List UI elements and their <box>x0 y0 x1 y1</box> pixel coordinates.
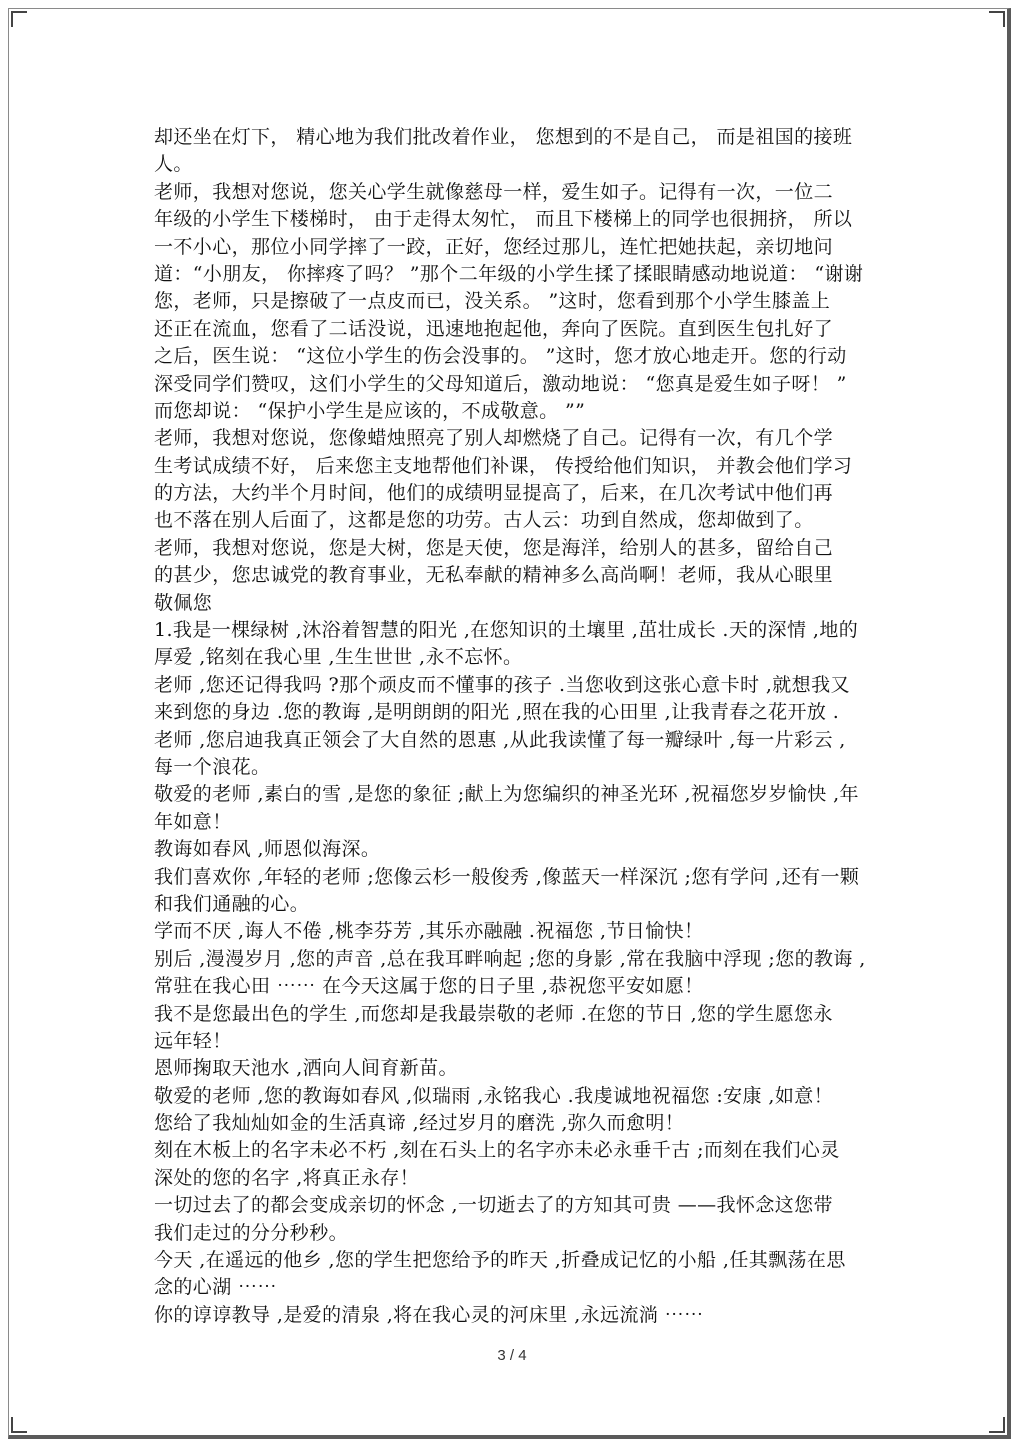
text-line: 敬佩您 <box>154 591 213 614</box>
text-line: 您给了我灿灿如金的生活真谛 ,经过岁月的磨洗 ,弥久而愈明！ <box>154 1112 685 1135</box>
text-line: 老师，我想对您说，您像蜡烛照亮了别人却燃烧了自己。记得有一次，有几个学 <box>154 427 834 450</box>
text-line: 的甚少，您忠诚党的教育事业，无私奉献的精神多么高尚啊！老师，我从心眼里 <box>154 564 834 587</box>
text-line: 而您却说： “保护小学生是应该的，不成敬意。 ”” <box>154 399 586 422</box>
text-line: 念的心湖 ⋯⋯ <box>154 1276 277 1299</box>
text-line: 老师，我想对您说，您关心学生就像慈母一样，爱生如子。记得有一次，一位二 <box>154 180 834 203</box>
text-line: 来到您的身边 .您的教诲 ,是明朗朗的阳光 ,照在我的心田里 ,让我青春之花开放 . <box>154 701 840 724</box>
text-line: 和我们通融的心。 <box>154 892 310 915</box>
text-line: 今天 ,在遥远的他乡 ,您的学生把您给予的昨天 ,折叠成记忆的小船 ,任其飘荡在思 <box>154 1249 846 1272</box>
text-line: 老师，我想对您说，您是大树，您是天使，您是海洋，给别人的甚多，留给自己 <box>154 536 834 559</box>
text-line: 年级的小学生下楼梯时， 由于走得太匆忙， 而且下楼梯上的同学也很拥挤， 所以 <box>154 208 853 231</box>
page-number: 3 / 4 <box>497 1347 527 1364</box>
text-line: 敬爱的老师 ,您的教诲如春风 ,似瑞雨 ,永铭我心 .我虔诚地祝福您 :安康 ,如意！ <box>154 1084 834 1107</box>
corner-mark-top-right <box>989 11 1005 27</box>
text-line: 常驻在我心田 ⋯⋯ 在今天这属于您的日子里 ,恭祝您平安如愿！ <box>154 975 704 998</box>
text-line: 刻在木板上的名字未必不朽 ,刻在石头上的名字亦未必永垂千古 ;而刻在我们心灵 <box>154 1139 840 1162</box>
corner-mark-bottom-left <box>11 1417 27 1433</box>
text-line: 你的谆谆教导 ,是爱的清泉 ,将在我心灵的河床里 ,永远流淌 ⋯⋯ <box>154 1303 704 1326</box>
text-line: 的方法，大约半个月时间，他们的成绩明显提高了，后来，在几次考试中他们再 <box>154 482 834 505</box>
text-line: 之后，医生说： “这位小学生的伤会没事的。 ”这时，您才放心地走开。您的行动 <box>154 345 847 368</box>
text-line: 1.我是一棵绿树 ,沐浴着智慧的阳光 ,在您知识的土壤里 ,茁壮成长 .天的深情 ,地的 <box>154 619 859 642</box>
text-line: 一不小心，那位小同学摔了一跤，正好，您经过那儿，连忙把她扶起，亲切地问 <box>154 235 834 258</box>
corner-mark-top-left <box>11 11 27 27</box>
text-line: 每一个浪花。 <box>154 755 271 778</box>
text-line: 一切过去了的都会变成亲切的怀念 ,一切逝去了的方知其可贵 ——我怀念这您带 <box>154 1194 833 1217</box>
text-line: 我不是您最出色的学生 ,而您却是我最崇敬的老师 .在您的节日 ,您的学生愿您永 <box>154 1002 833 1025</box>
text-line: 我们走过的分分秒秒。 <box>154 1221 349 1244</box>
text-line: 老师 ,您还记得我吗 ?那个顽皮而不懂事的孩子 .当您收到这张心意卡时 ,就想我又 <box>154 673 850 696</box>
text-line: 老师 ,您启迪我真正领会了大自然的恩惠 ,从此我读懂了每一瓣绿叶 ,每一片彩云 , <box>154 728 846 751</box>
text-line: 却还坐在灯下， 精心地为我们批改着作业， 您想到的不是自己， 而是祖国的接班 <box>154 126 853 148</box>
document-body <box>154 124 866 1329</box>
text-line: 您，老师，只是擦破了一点皮而已，没关系。 ”这时，您看到那个小学生膝盖上 <box>154 290 831 313</box>
text-line: 敬爱的老师 ,素白的雪 ,是您的象征 ;献上为您编织的神圣光环 ,祝福您岁岁愉快 ,年 <box>154 783 859 806</box>
text-line: 深处的您的名字 ,将真正永存！ <box>154 1166 420 1189</box>
text-line: 深受同学们赞叹，这们小学生的父母知道后，激动地说： “您真是爱生如子呀！ ” <box>154 372 847 395</box>
corner-mark-bottom-right <box>989 1417 1005 1433</box>
text-line: 也不落在别人后面了，这都是您的功劳。古人云：功到自然成，您却做到了。 <box>154 509 814 532</box>
text-line: 恩师掬取天池水 ,洒向人间育新苗。 <box>154 1057 458 1080</box>
text-line: 我们喜欢你 ,年轻的老师 ;您像云杉一般俊秀 ,像蓝天一样深沉 ;您有学问 ,还有一颗 <box>154 865 860 888</box>
text-line: 还正在流血，您看了二话没说，迅速地抱起他，奔向了医院。直到医生包扎好了 <box>154 317 834 340</box>
text-line: 远年轻！ <box>154 1029 232 1052</box>
text-line: 年如意！ <box>154 810 232 833</box>
text-line: 学而不厌 ,诲人不倦 ,桃李芬芳 ,其乐亦融融 .祝福您 ,节日愉快！ <box>154 920 704 943</box>
text-line: 别后 ,漫漫岁月 ,您的声音 ,总在我耳畔响起 ;您的身影 ,常在我脑中浮现 ;您的教诲 , <box>154 947 866 970</box>
text-line: 厚爱 ,铭刻在我心里 ,生生世世 ,永不忘怀。 <box>154 646 523 669</box>
text-line: 生考试成绩不好， 后来您主支地帮他们补课， 传授给他们知识， 并教会他们学习 <box>154 454 853 477</box>
text-line: 人。 <box>154 153 193 176</box>
text-line: 教诲如春风 ,师恩似海深。 <box>154 838 381 861</box>
text-line: 道：“小朋友， 你摔疼了吗？ ”那个二年级的小学生揉了揉眼睛感动地说道： “谢谢 <box>154 262 864 285</box>
